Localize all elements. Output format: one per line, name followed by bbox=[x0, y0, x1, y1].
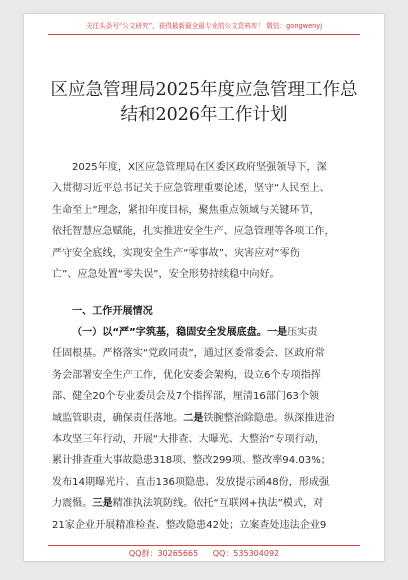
paragraph-line bbox=[52, 493, 360, 514]
paragraph-line: 部、健全20个专业委员会及7个指挥部，厘清16部门63个领 bbox=[52, 391, 320, 403]
paragraph-text: 力震慑。 bbox=[52, 498, 93, 510]
intro-line: 生命至上”理念，紧扣年度目标，聚焦重点领域与关键环节， bbox=[52, 204, 320, 216]
paragraph-line: 发布14期曝光片、直击136项隐患、发放提示函48份，形成强 bbox=[52, 476, 330, 488]
intro-paragraph bbox=[52, 157, 360, 285]
point-2-text: 铁腕整治除隐患。纵深推进治 bbox=[203, 412, 335, 424]
subheading: （一）以“严”字筑基，稳固安全发展底盘。 bbox=[72, 327, 267, 338]
footer-divider bbox=[48, 545, 360, 546]
paragraph-line: 务会部署安全生产工作，优化安委会架构，设立6个专项指挥 bbox=[52, 369, 321, 381]
footer-qq-group: QQ群：30265665 bbox=[128, 549, 199, 558]
document-page bbox=[24, 14, 384, 561]
header-divider bbox=[48, 34, 360, 35]
footer bbox=[24, 548, 384, 559]
intro-line: 严守安全底线，实现安全生产“零事故”、灾害应对“零伤 bbox=[52, 247, 300, 259]
paragraph-line: 任固根基。严格落实“党政同责”，通过区委常委会、区政府常 bbox=[52, 348, 325, 360]
section-heading: 一、工作开展情况 bbox=[72, 306, 153, 317]
footer-qq: QQ：535304092 bbox=[212, 549, 280, 558]
title-line-1: 区应急管理局2025年度应急管理工作总 bbox=[50, 80, 358, 100]
intro-line: 依托智慧应急赋能，扎实推进安全生产、应急管理等各项工作， bbox=[52, 226, 335, 238]
section-1-first-line bbox=[52, 322, 360, 343]
intro-line: 2025年度，X区应急管理局在区委区政府坚强领导下，深 bbox=[72, 162, 327, 173]
point-marker-3: 三是 bbox=[92, 498, 113, 510]
point-1-text: 压实责 bbox=[287, 327, 318, 338]
paragraph-line: 本攻坚三年行动，开展“大排查、大曝光、大整治”专项行动， bbox=[52, 434, 325, 446]
paragraph-text: 域监管职责，确保责任落地。 bbox=[52, 412, 184, 424]
document-title bbox=[42, 78, 366, 128]
header-banner: 关注头条号“公文研究”，获得最新最全最专业的公文资料库！ 微信：gongwenyj bbox=[85, 22, 323, 30]
paragraph-line bbox=[52, 408, 360, 429]
intro-line: 亡”、应急处置“零失误”，安全形势持续稳中向好。 bbox=[52, 269, 280, 281]
point-marker-1: 一是 bbox=[266, 327, 288, 338]
paragraph-line: 21家企业开展精准检查、整改隐患42处；立案查处违法企业9 bbox=[52, 519, 327, 531]
point-3-text: 精准执法筑防线。依托“互联网+执法”模式，对 bbox=[112, 498, 324, 510]
point-marker-2: 二是 bbox=[183, 412, 204, 424]
intro-line: 入贯彻习近平总书记关于应急管理重要论述，坚守“人民至上、 bbox=[52, 183, 330, 195]
paragraph-line: 累计排查重大事故隐患318项、整改299项、整改率94.03%； bbox=[52, 455, 331, 467]
title-line-2: 结和2026年工作计划 bbox=[120, 105, 288, 125]
section-1-paragraph bbox=[52, 322, 360, 536]
